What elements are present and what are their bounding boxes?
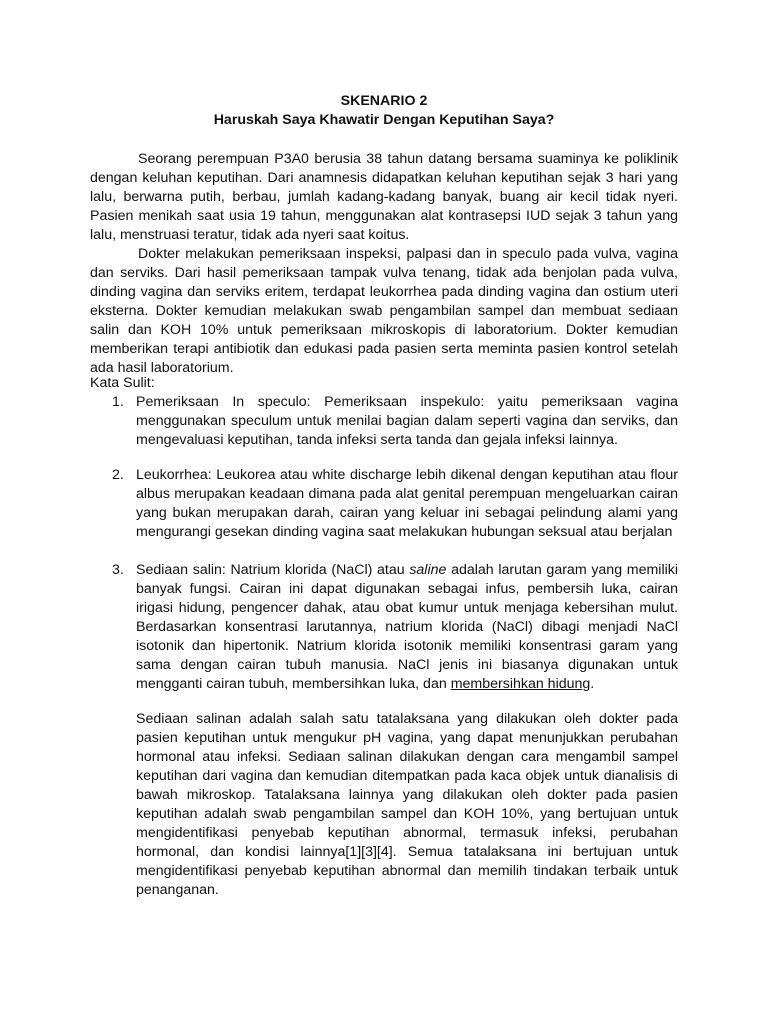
document-title: SKENARIO 2 xyxy=(340,93,428,109)
text-segment: adalah larutan garam yang memiliki banyak fungsi. Cairan ini dapat digunakan sebagai infus, pembersih luka, cairan irigasi hidung, pengencer dahak, atau obat kumur untuk menjaga kebersihan mulut. Berdasarkan konsentrasi larutannya, natrium klorida (NaCl) dibagi menjadi NaCl isotonik dan hipertonik. Natrium klorida isotonik memiliki konsentrasi garam yang sama dengan cairan tubuh manusia. NaCl jenis ini biasanya digunakan untuk mengganti cairan tubuh, membersihkan luka, dan xyxy=(136,562,679,692)
scenario-intro xyxy=(90,150,678,378)
list-item xyxy=(90,466,678,542)
closing-paragraph: Sediaan salinan adalah salah satu tatalaksana yang dilakukan oleh dokter pada pasien keputihan untuk mengukur pH vagina, yang dapat menunjukkan perubahan hormonal atau infeksi. Sediaan salinan dilakukan dengan cara mengambil sampel keputihan dari vagina dan kemudian ditempatkan pada kaca objek untuk dianalisis di bawah mikroskop. Tatalaksana lainnya yang dilakukan oleh dokter pada pasien keputihan adalah swab pengambilan sampel dan KOH 10%, yang bertujuan untuk mengidentifikasi penyebab keputihan abnormal, termasuk infeksi, perubahan hormonal, dan kondisi lainnya[1][3][4]. Semua tatalaksana ini bertujuan untuk mengidentifikasi penyebab keputihan abnormal dan memilih tindakan terbaik untuk penanganan. xyxy=(136,711,678,898)
italic-term: saline xyxy=(409,562,447,578)
list-text xyxy=(136,561,678,694)
list-number: 2. xyxy=(112,467,124,483)
list-text: Leukorrhea: Leukorea atau white discharge lebih dikenal dengan keputihan atau flour albus merupakan keadaan dimana pada alat genital perempuan mengeluarkan cairan yang bukan merupakan darah, cairan yang keluar ini sebagai pelindung alami yang mengurangi gesekan dinding vagina saat melakukan hubungan seksual atau berjalan xyxy=(136,467,678,540)
intro-paragraph-2: Dokter melakukan pemeriksaan inspeksi, palpasi dan in speculo pada vulva, vagina dan serviks. Dari hasil pemeriksaan tampak vulva tenang, tidak ada benjolan pada vulva, dinding vagina dan serviks eritem, terdapat leukorrhea pada dinding vagina dan ostium uteri eksterna. Dokter kemudian melakukan swab pengambilan sampel dan membuat sediaan salin dan KOH 10% untuk pemeriksaan mikroskopis di laboratorium. Dokter kemudian memberikan terapi antibiotik dan edukasi pada pasien serta meminta pasien kontrol setelah ada hasil laboratorium. xyxy=(90,246,678,376)
list-text: Pemeriksaan In speculo: Pemeriksaan inspekulo: yaitu pemeriksaan vagina menggunakan speculum untuk menilai bagian dalam seperti vagina dan serviks, dan mengevaluasi keputihan, tanda infeksi serta tanda dan gejala infeksi lainnya. xyxy=(136,394,678,448)
list-number: 3. xyxy=(112,562,124,578)
underlined-link-text[interactable]: membersihkan hidung xyxy=(450,676,591,692)
kata-sulit-heading: Kata Sulit: xyxy=(90,375,155,391)
list-item xyxy=(90,393,678,450)
text-segment: . xyxy=(590,676,595,692)
document-subtitle: Haruskah Saya Khawatir Dengan Keputihan Saya? xyxy=(213,112,555,128)
text-segment: Sediaan salin: Natrium klorida (NaCl) atau xyxy=(136,562,410,578)
list-item xyxy=(90,561,678,694)
intro-paragraph-1: Seorang perempuan P3A0 berusia 38 tahun datang bersama suaminya ke poliklinik dengan keluhan keputihan. Dari anamnesis didapatkan keluhan keputihan sejak 3 hari yang lalu, berwarna putih, berbau, jumlah kadang-kadang banyak, buang air kecil tidak nyeri. Pasien menikah saat usia 19 tahun, menggunakan alat kontrasepsi IUD sejak 3 tahun yang lalu, menstruasi teratur, tidak ada nyeri saat koitus. xyxy=(90,151,678,243)
list-number: 1. xyxy=(112,394,124,410)
